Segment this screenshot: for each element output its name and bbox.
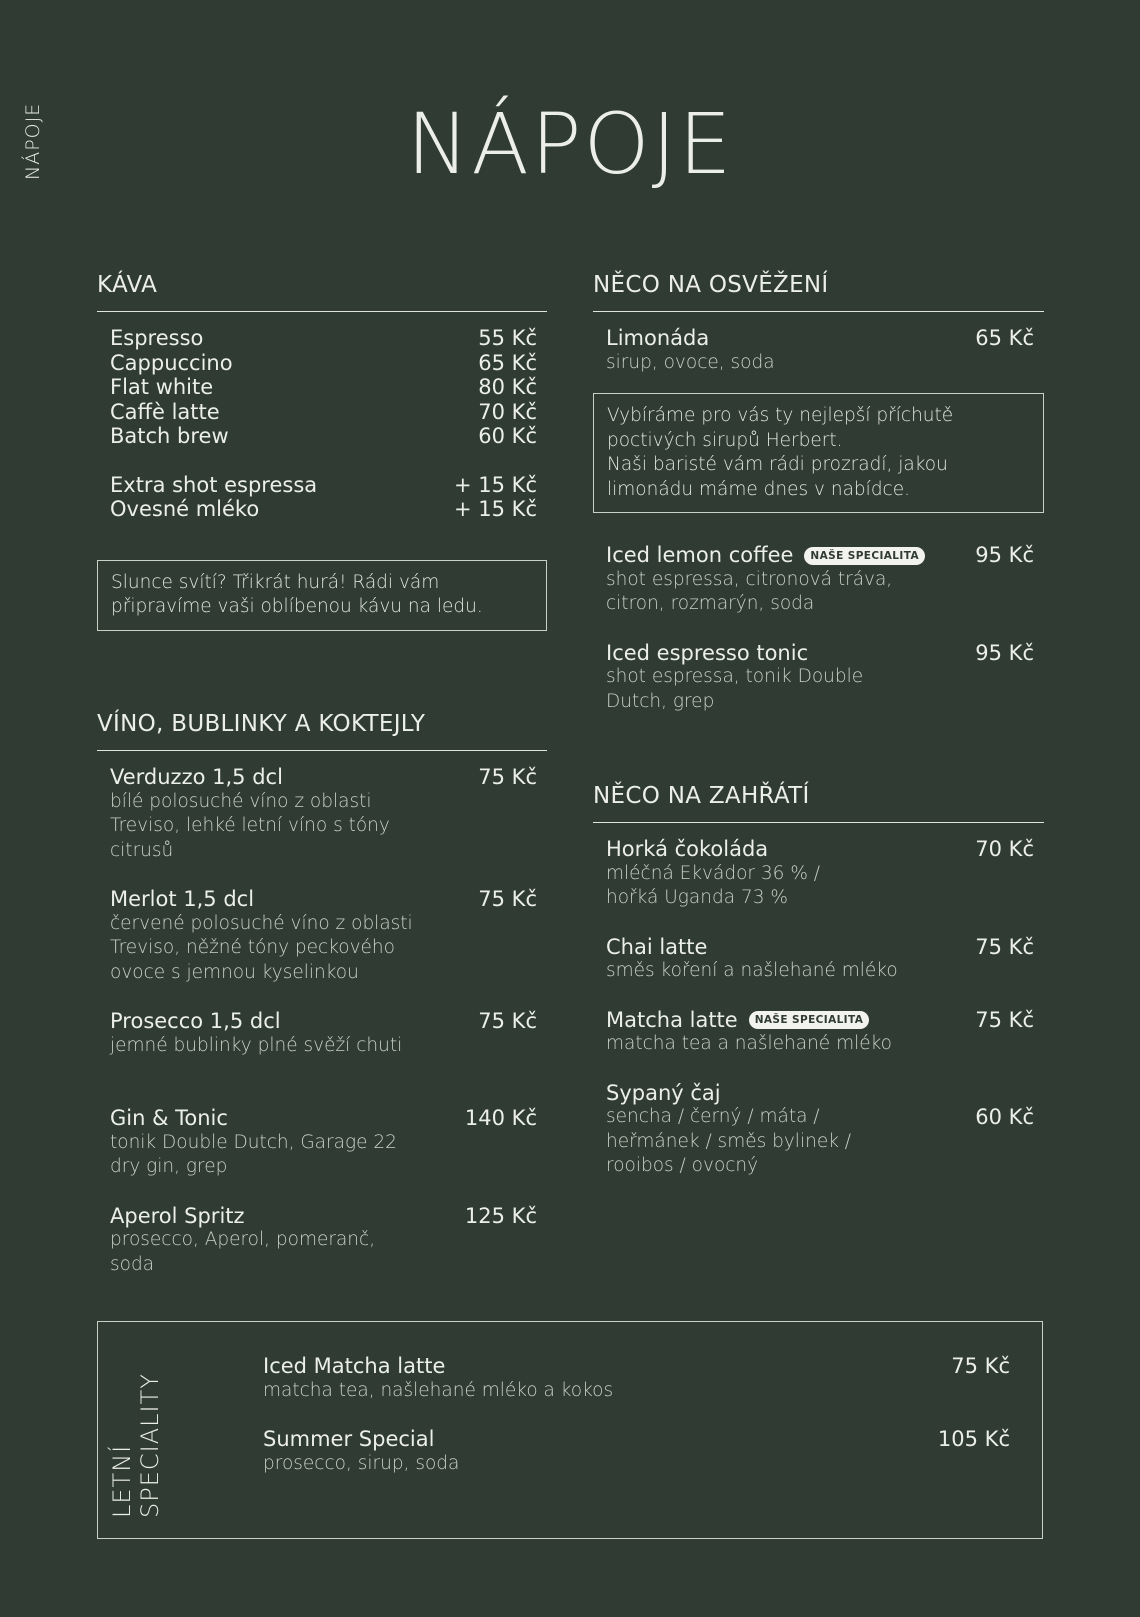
menu-item bbox=[97, 400, 547, 425]
item-desc: soda bbox=[110, 1253, 155, 1275]
item-desc: shot espressa, tonik Double bbox=[606, 666, 864, 688]
item-desc: sirup, ovoce, soda bbox=[606, 351, 775, 373]
menu-item bbox=[97, 351, 547, 376]
menu-item bbox=[97, 375, 547, 400]
menu-item bbox=[97, 424, 547, 449]
item-desc: ovoce s jemnou kyselinkou bbox=[110, 961, 359, 983]
section-heading-osvezeni: NĚCO NA OSVĚŽENÍ bbox=[593, 273, 1044, 312]
item-desc: červené polosuché víno z oblasti bbox=[110, 912, 413, 934]
item-desc: rooibos / ovocný bbox=[606, 1155, 759, 1177]
section-heading-vino: VÍNO, BUBLINKY A KOKTEJLY bbox=[97, 712, 547, 751]
item-price: 75 Kč bbox=[478, 887, 537, 912]
item-desc: matcha tea a našlehané mléko bbox=[606, 1033, 892, 1055]
item-price: 95 Kč bbox=[975, 640, 1034, 665]
note-text: Naši baristé vám rádi prozradí, jakou bbox=[607, 454, 948, 476]
item-name: Horká čokoláda bbox=[606, 837, 769, 862]
item-name: Ovesné mléko bbox=[110, 497, 260, 522]
item-desc: dry gin, grep bbox=[110, 1156, 228, 1178]
page-title: NÁPOJE bbox=[406, 95, 734, 193]
item-desc: Treviso, lehké letní víno s tóny bbox=[110, 815, 390, 837]
item-price: 60 Kč bbox=[478, 424, 537, 449]
item-price: 55 Kč bbox=[478, 326, 537, 351]
item-desc: citron, rozmarýn, soda bbox=[606, 593, 815, 615]
item-name: Aperol Spritz bbox=[110, 1203, 245, 1228]
summer-label-line: SPECIALITY bbox=[136, 1373, 164, 1518]
item-name: Merlot 1,5 dcl bbox=[110, 887, 255, 912]
menu-item bbox=[97, 1009, 547, 1058]
item-desc: bílé polosuché víno z oblasti bbox=[110, 790, 372, 812]
item-price: 95 Kč bbox=[975, 543, 1034, 568]
item-desc: matcha tea, našlehané mléko a kokos bbox=[263, 1379, 614, 1401]
item-desc: shot espressa, citronová tráva, bbox=[606, 568, 893, 590]
summer-items bbox=[263, 1354, 1043, 1476]
item-desc: heřmánek / směs bylinek / bbox=[606, 1130, 852, 1152]
item-price: 105 Kč bbox=[937, 1427, 1010, 1451]
specialty-badge: NAŠE SPECIALITA bbox=[804, 547, 925, 565]
item-price: 75 Kč bbox=[478, 765, 537, 790]
item-desc: prosecco, Aperol, pomeranč, bbox=[110, 1229, 376, 1251]
item-price: 70 Kč bbox=[478, 399, 537, 424]
note-text: poctivých sirupů Herbert. bbox=[607, 429, 843, 451]
item-name: Batch brew bbox=[110, 424, 229, 449]
item-desc: prosecco, sirup, soda bbox=[263, 1452, 460, 1474]
item-price: 75 Kč bbox=[975, 934, 1034, 959]
item-name-text: Iced lemon coffee bbox=[606, 543, 794, 568]
item-name: Gin & Tonic bbox=[110, 1106, 228, 1131]
section-heading-kava: KÁVA bbox=[97, 273, 547, 312]
menu-extra bbox=[97, 497, 547, 522]
item-name: Extra shot espressa bbox=[110, 472, 318, 497]
section-heading-zahrati: NĚCO NA ZAHŘÁTÍ bbox=[593, 784, 1044, 823]
menu-item bbox=[97, 326, 547, 351]
item-price: 65 Kč bbox=[478, 350, 537, 375]
item-desc: citrusů bbox=[110, 839, 174, 861]
item-name-text: Matcha latte bbox=[606, 1007, 738, 1032]
item-desc: jemné bublinky plné svěží chuti bbox=[110, 1034, 403, 1056]
menu-item bbox=[593, 1008, 1044, 1057]
item-name: Flat white bbox=[110, 375, 214, 400]
item-desc: směs koření a našlehané mléko bbox=[606, 960, 898, 982]
section-vino bbox=[97, 712, 547, 1277]
menu-item bbox=[593, 641, 1044, 715]
item-price: 70 Kč bbox=[975, 837, 1034, 862]
menu-item bbox=[593, 326, 1044, 375]
item-price: 75 Kč bbox=[951, 1354, 1010, 1378]
item-price: + 15 Kč bbox=[454, 472, 537, 497]
menu-item bbox=[593, 837, 1044, 911]
item-price: 75 Kč bbox=[478, 1009, 537, 1034]
item-desc: tonik Double Dutch, Garage 22 bbox=[110, 1131, 397, 1153]
note-text: Vybíráme pro vás ty nejlepší příchutě bbox=[607, 405, 954, 427]
item-name: Limonáda bbox=[606, 326, 710, 351]
specialty-badge: NAŠE SPECIALITA bbox=[749, 1011, 870, 1029]
item-desc: mléčná Ekvádor 36 % / bbox=[606, 862, 821, 884]
note-text: limonádu máme dnes v nabídce. bbox=[607, 478, 910, 500]
item-name: Chai latte bbox=[606, 934, 708, 959]
item-name: Cappuccino bbox=[110, 350, 233, 375]
section-kava bbox=[97, 273, 547, 631]
menu-item bbox=[97, 1204, 547, 1278]
item-desc: Dutch, grep bbox=[606, 690, 715, 712]
item-name bbox=[606, 543, 967, 568]
item-name bbox=[606, 1008, 967, 1033]
item-desc: Treviso, něžné tóny peckového bbox=[110, 937, 395, 959]
menu-item bbox=[593, 1081, 1044, 1179]
item-name: Iced espresso tonic bbox=[606, 640, 809, 665]
item-price: 75 Kč bbox=[975, 1007, 1034, 1032]
item-name: Prosecco 1,5 dcl bbox=[110, 1009, 281, 1034]
section-osvezeni bbox=[593, 273, 1044, 714]
item-name: Summer Special bbox=[263, 1427, 435, 1451]
side-label: NÁPOJE bbox=[22, 102, 44, 180]
section-zahrati bbox=[593, 784, 1044, 1179]
item-price: 125 Kč bbox=[464, 1203, 537, 1228]
item-desc: sencha / černý / máta / bbox=[606, 1106, 820, 1128]
menu-item bbox=[263, 1354, 1043, 1403]
note-text: Slunce svítí? Třikrát hurá! Rádi vám bbox=[111, 571, 440, 593]
item-price: 80 Kč bbox=[478, 375, 537, 400]
menu-item bbox=[593, 935, 1044, 984]
note-box-lemonade bbox=[593, 393, 1044, 513]
note-text: připravíme vaši oblíbenou kávu na ledu. bbox=[111, 596, 483, 618]
summer-specialties-label bbox=[108, 1373, 164, 1518]
item-price: 65 Kč bbox=[975, 326, 1034, 351]
menu-item bbox=[97, 1106, 547, 1180]
item-price: + 15 Kč bbox=[454, 497, 537, 522]
item-name: Espresso bbox=[110, 326, 204, 351]
item-desc: hořká Uganda 73 % bbox=[606, 887, 788, 909]
item-name: Iced Matcha latte bbox=[263, 1354, 446, 1378]
menu-item bbox=[97, 765, 547, 863]
menu-item bbox=[263, 1427, 1043, 1476]
summer-label-line: LETNÍ bbox=[108, 1444, 136, 1518]
item-price: 60 Kč bbox=[975, 1105, 1034, 1130]
item-name: Caffè latte bbox=[110, 399, 220, 424]
note-box-iced-coffee bbox=[97, 560, 547, 631]
item-name: Sypaný čaj bbox=[606, 1080, 721, 1105]
menu-item bbox=[97, 887, 547, 985]
item-name: Verduzzo 1,5 dcl bbox=[110, 765, 283, 790]
item-price: 140 Kč bbox=[464, 1106, 537, 1131]
menu-extra bbox=[97, 473, 547, 498]
menu-item bbox=[593, 543, 1044, 617]
